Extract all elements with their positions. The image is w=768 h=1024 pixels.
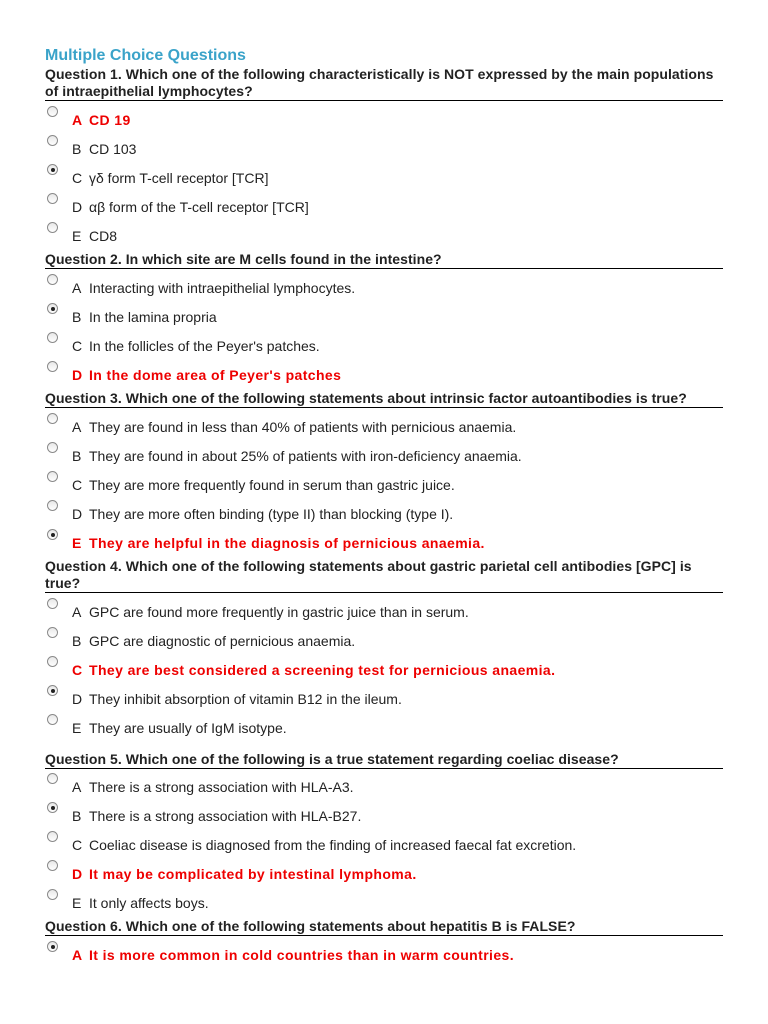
answer-option-a[interactable] (45, 106, 723, 135)
option-letter: B (72, 808, 82, 824)
radio-unchecked-icon[interactable] (47, 222, 58, 233)
option-letter: B (72, 448, 82, 464)
radio-unchecked-icon[interactable] (47, 831, 58, 842)
answer-option-b[interactable] (45, 627, 723, 656)
option-text: In the follicles of the Peyer's patches. (89, 338, 320, 354)
page-title: Multiple Choice Questions (45, 47, 246, 64)
option-letter: A (72, 280, 82, 296)
question-block (45, 918, 723, 970)
option-letter: A (72, 947, 83, 963)
option-letter: E (72, 535, 82, 551)
option-letter: E (72, 228, 82, 244)
option-letter: D (72, 506, 83, 522)
answer-option-b[interactable] (45, 802, 723, 831)
option-text: γδ form T-cell receptor [TCR] (89, 170, 269, 186)
option-text: There is a strong association with HLA-B27. (89, 808, 362, 824)
option-letter: C (72, 170, 83, 186)
radio-unchecked-icon[interactable] (47, 627, 58, 638)
option-letter: A (72, 604, 82, 620)
radio-checked-icon[interactable] (47, 941, 58, 952)
option-letter: D (72, 367, 83, 383)
radio-unchecked-icon[interactable] (47, 135, 58, 146)
radio-checked-icon[interactable] (47, 303, 58, 314)
option-text: Coeliac disease is diagnosed from the finding of increased faecal fat excretion. (89, 837, 577, 853)
radio-checked-icon[interactable] (47, 529, 58, 540)
radio-unchecked-icon[interactable] (47, 598, 58, 609)
answer-option-e[interactable] (45, 714, 723, 743)
radio-unchecked-icon[interactable] (47, 714, 58, 725)
option-letter: B (72, 141, 82, 157)
option-text: It only affects boys. (89, 895, 209, 911)
option-letter: C (72, 837, 83, 853)
option-letter: C (72, 338, 83, 354)
answer-option-d[interactable] (45, 361, 723, 390)
answer-option-d[interactable] (45, 500, 723, 529)
radio-checked-icon[interactable] (47, 685, 58, 696)
answer-option-c[interactable] (45, 164, 723, 193)
option-text: They are usually of IgM isotype. (89, 720, 287, 736)
question-text: Question 6. Which one of the following statements about hepatitis B is FALSE? (45, 918, 723, 936)
answer-option-a[interactable] (45, 274, 723, 303)
radio-unchecked-icon[interactable] (47, 773, 58, 784)
question-list (45, 66, 723, 970)
answer-option-d[interactable] (45, 685, 723, 714)
option-text: There is a strong association with HLA-A3. (89, 779, 354, 795)
option-text: CD 19 (89, 112, 131, 128)
question-text: Question 3. Which one of the following statements about intrinsic factor autoantibodies is true? (45, 390, 723, 408)
question-block (45, 558, 723, 743)
option-text: αβ form of the T-cell receptor [TCR] (89, 199, 309, 215)
question-text: Question 1. Which one of the following characteristically is NOT expressed by the main populations of intraepithelial lymphocytes? (45, 66, 723, 101)
radio-unchecked-icon[interactable] (47, 860, 58, 871)
answer-option-a[interactable] (45, 773, 723, 802)
radio-checked-icon[interactable] (47, 164, 58, 175)
option-letter: C (72, 477, 83, 493)
answer-option-c[interactable] (45, 831, 723, 860)
option-text: They are found in less than 40% of patients with pernicious anaemia. (89, 419, 517, 435)
quiz-page (45, 46, 723, 970)
option-letter: A (72, 779, 82, 795)
option-letter: E (72, 895, 82, 911)
radio-unchecked-icon[interactable] (47, 889, 58, 900)
option-letter: E (72, 720, 82, 736)
option-text: They are helpful in the diagnosis of pernicious anaemia. (89, 535, 485, 551)
option-text: GPC are found more frequently in gastric juice than in serum. (89, 604, 469, 620)
option-text: CD 103 (89, 141, 137, 157)
option-text: They are more frequently found in serum than gastric juice. (89, 477, 455, 493)
answer-option-d[interactable] (45, 860, 723, 889)
question-text: Question 5. Which one of the following is a true statement regarding coeliac disease? (45, 751, 723, 769)
radio-unchecked-icon[interactable] (47, 656, 58, 667)
radio-unchecked-icon[interactable] (47, 413, 58, 424)
answer-option-e[interactable] (45, 889, 723, 918)
option-text: They inhibit absorption of vitamin B12 in the ileum. (89, 691, 402, 707)
question-block (45, 66, 723, 251)
answer-option-c[interactable] (45, 656, 723, 685)
radio-unchecked-icon[interactable] (47, 274, 58, 285)
option-letter: C (72, 662, 83, 678)
answer-option-c[interactable] (45, 471, 723, 500)
option-letter: D (72, 199, 83, 215)
radio-checked-icon[interactable] (47, 802, 58, 813)
option-text: They are more often binding (type II) than blocking (type I). (89, 506, 454, 522)
option-text: In the dome area of Peyer's patches (89, 367, 342, 383)
option-text: In the lamina propria (89, 309, 217, 325)
answer-option-b[interactable] (45, 442, 723, 471)
option-letter: A (72, 419, 82, 435)
option-letter: B (72, 309, 82, 325)
answer-option-a[interactable] (45, 413, 723, 442)
option-text: CD8 (89, 228, 118, 244)
radio-unchecked-icon[interactable] (47, 471, 58, 482)
option-text: It is more common in cold countries than in warm countries. (89, 947, 514, 963)
option-letter: A (72, 112, 83, 128)
option-text: They are best considered a screening test for pernicious anaemia. (89, 662, 556, 678)
answer-option-e[interactable] (45, 529, 723, 558)
option-letter: B (72, 633, 82, 649)
radio-unchecked-icon[interactable] (47, 106, 58, 117)
option-letter: D (72, 691, 83, 707)
answer-option-b[interactable] (45, 135, 723, 164)
radio-unchecked-icon[interactable] (47, 442, 58, 453)
question-text: Question 4. Which one of the following statements about gastric parietal cell antibodies [GPC] is true? (45, 558, 723, 593)
answer-option-e[interactable] (45, 222, 723, 251)
radio-unchecked-icon[interactable] (47, 193, 58, 204)
option-text: They are found in about 25% of patients with iron-deficiency anaemia. (89, 448, 522, 464)
answer-option-a[interactable] (45, 941, 723, 970)
question-text: Question 2. In which site are M cells found in the intestine? (45, 251, 723, 269)
radio-unchecked-icon[interactable] (47, 361, 58, 372)
option-text: GPC are diagnostic of pernicious anaemia. (89, 633, 356, 649)
option-letter: D (72, 866, 83, 882)
radio-unchecked-icon[interactable] (47, 500, 58, 511)
answer-option-a[interactable] (45, 598, 723, 627)
answer-option-d[interactable] (45, 193, 723, 222)
question-block (45, 251, 723, 390)
answer-option-c[interactable] (45, 332, 723, 361)
radio-unchecked-icon[interactable] (47, 332, 58, 343)
question-block (45, 751, 723, 918)
option-text: It may be complicated by intestinal lymphoma. (89, 866, 417, 882)
answer-option-b[interactable] (45, 303, 723, 332)
question-block (45, 390, 723, 558)
option-text: Interacting with intraepithelial lymphocytes. (89, 280, 356, 296)
